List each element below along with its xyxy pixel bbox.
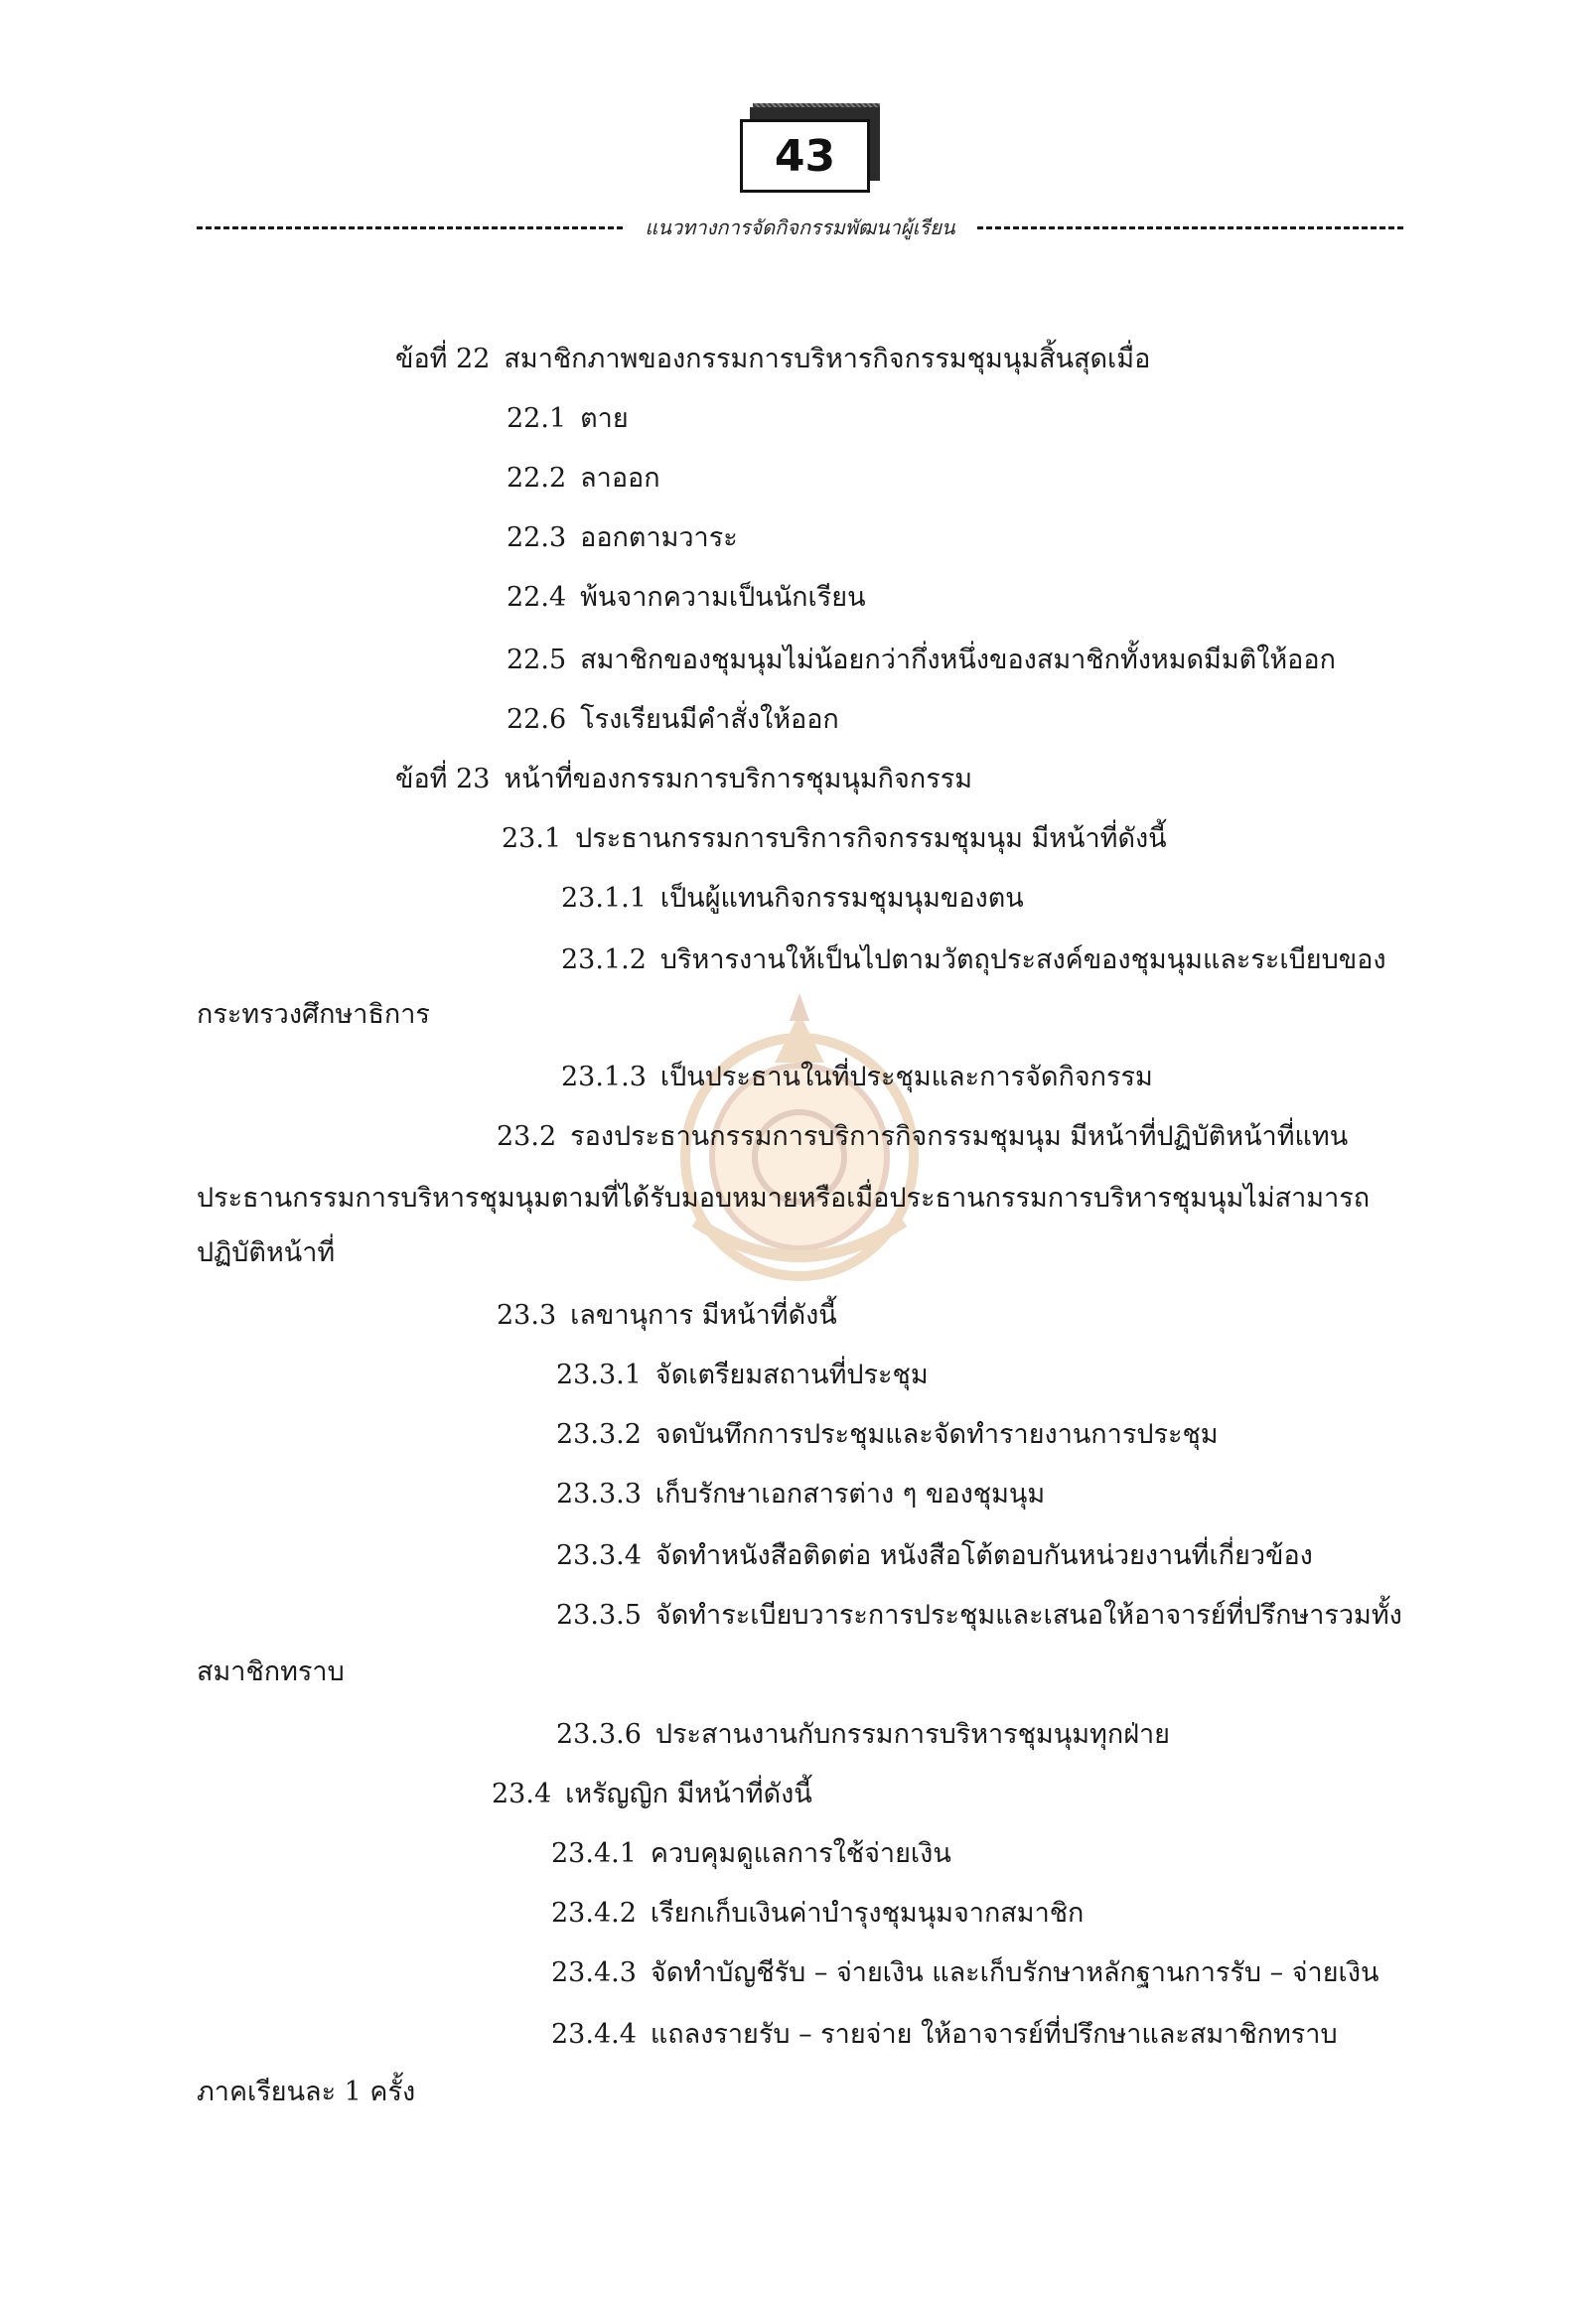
running-header <box>197 213 1403 242</box>
text-line <box>507 402 629 436</box>
text-line <box>507 581 866 615</box>
clause-text: จัดทำระเบียบวาระการประชุมและเสนอให้อาจารย์ที่ปรึกษารวมทั้ง <box>654 1600 1402 1631</box>
text-line <box>197 998 430 1032</box>
clause-text: ออกตามวาระ <box>580 522 738 553</box>
clause-text: ประสานงานกับกรรมการบริหารชุมนุมทุกฝ่าย <box>654 1719 1171 1750</box>
clause-number: 23.3.3 <box>556 1479 642 1510</box>
clause-text: เก็บรักษาเอกสารต่าง ๆ ของชุมนุม <box>654 1479 1046 1510</box>
clause-text: เป็นประธานในที่ประชุมและการจัดกิจกรรม <box>659 1062 1153 1092</box>
clause-number: 23.4.3 <box>551 1957 637 1988</box>
clause-text: ประธานกรรมการบริหารชุมนุมตามที่ได้รับมอบหมายหรือเมื่อประธานกรรมการบริหารชุมนุมไม่สามารถ <box>197 1183 1371 1214</box>
clause-number: 22.3 <box>507 522 567 553</box>
page-number: 43 <box>740 119 870 193</box>
clause-number: 23.4.1 <box>551 1838 637 1869</box>
clause-text: สมาชิกทราบ <box>197 1656 345 1687</box>
clause-number: 23.4.2 <box>551 1898 637 1929</box>
text-line <box>197 1655 345 1689</box>
clause-number: 22.4 <box>507 582 567 613</box>
clause-text: หน้าที่ของกรรมการบริการชุมนุมกิจกรรม <box>504 764 972 794</box>
clause-number: 23.4 <box>492 1779 552 1809</box>
clause-number: 23.3.5 <box>556 1600 642 1631</box>
text-line <box>556 1718 1170 1752</box>
clause-number: ข้อที่ 23 <box>395 764 491 794</box>
text-line <box>492 1778 812 1811</box>
text-line <box>561 943 1386 977</box>
text-line <box>395 763 972 796</box>
text-line <box>197 1236 335 1270</box>
clause-number: 22.2 <box>507 463 567 494</box>
clause-text: รองประธานกรรมการบริการกิจกรรมชุมนุม มีหน้าที่ปฏิบัติหน้าที่แทน <box>570 1121 1349 1152</box>
clause-number: 22.1 <box>507 403 567 434</box>
text-line <box>556 1599 1402 1633</box>
running-header-title: แนวทางการจัดกิจกรรมพัฒนาผู้เรียน <box>645 216 955 239</box>
text-line <box>556 1539 1313 1573</box>
clause-text: ควบคุมดูแลการใช้จ่ายเงิน <box>650 1838 951 1869</box>
text-line <box>561 1061 1153 1094</box>
clause-text: จัดทำหนังสือติดต่อ หนังสือโต้ตอบกันหน่วยงานที่เกี่ยวข้อง <box>654 1540 1313 1571</box>
text-line <box>507 644 1336 677</box>
text-line <box>556 1418 1219 1452</box>
clause-text: บริหารงานให้เป็นไปตามวัตถุประสงค์ของชุมนุมและระเบียบของ <box>659 944 1386 975</box>
clause-text: ลาออก <box>580 463 660 494</box>
clause-number: 23.3.4 <box>556 1540 642 1571</box>
clause-text: ภาคเรียนละ 1 ครั้ง <box>197 2077 416 2107</box>
text-line <box>551 1837 951 1871</box>
clause-text: กระทรวงศึกษาธิการ <box>197 999 430 1030</box>
text-line <box>556 1478 1045 1511</box>
clause-text: ประธานกรรมการบริการกิจกรรมชุมนุม มีหน้าที่ดังนี้ <box>575 823 1167 854</box>
text-line <box>507 521 738 555</box>
clause-text: เรียกเก็บเงินค่าบำรุงชุมนุมจากสมาชิก <box>650 1898 1085 1929</box>
clause-number: ข้อที่ 22 <box>395 344 491 374</box>
clause-number: 23.1.1 <box>561 883 647 914</box>
clause-text: เหรัญญิก มีหน้าที่ดังนี้ <box>565 1779 812 1809</box>
clause-number: 23.1.2 <box>561 944 647 975</box>
clause-text: ตาย <box>580 403 629 434</box>
clause-number: 23.3.2 <box>556 1419 642 1450</box>
text-line <box>561 882 1024 916</box>
clause-number: 23.1.3 <box>561 1062 647 1092</box>
clause-text: เลขานุการ มีหน้าที่ดังนี้ <box>570 1300 837 1331</box>
clause-text: โรงเรียนมีคำสั่งให้ออก <box>580 704 839 735</box>
clause-text: แถลงรายรับ – รายจ่าย ให้อาจารย์ที่ปรึกษาและสมาชิกทราบ <box>650 2019 1338 2050</box>
text-line <box>197 1182 1370 1216</box>
header-rule-left <box>197 226 623 229</box>
text-line <box>502 822 1167 856</box>
clause-number: 23.2 <box>497 1121 557 1152</box>
text-line <box>197 2076 415 2109</box>
clause-text: เป็นผู้แทนกิจกรรมชุมนุมของตน <box>659 883 1024 914</box>
clause-number: 22.5 <box>507 645 567 675</box>
clause-number: 23.3.1 <box>556 1360 642 1390</box>
clause-text: ปฏิบัติหน้าที่ <box>197 1237 336 1268</box>
text-line <box>497 1120 1348 1154</box>
header-rule-right <box>977 226 1403 229</box>
clause-text: จดบันทึกการประชุมและจัดทำรายงานการประชุม <box>654 1419 1219 1450</box>
clause-text: จัดทำบัญชีรับ – จ่ายเงิน และเก็บรักษาหลักฐานการรับ – จ่ายเงิน <box>650 1957 1379 1988</box>
clause-text: พ้นจากความเป็นนักเรียน <box>580 582 866 613</box>
text-line <box>551 1956 1378 1990</box>
clause-number: 23.4.4 <box>551 2019 637 2050</box>
clause-text: สมาชิกของชุมนุมไม่น้อยกว่ากึ่งหนึ่งของสมาชิกทั้งหมดมีมติให้ออก <box>580 645 1336 675</box>
text-line <box>395 343 1150 376</box>
text-line <box>507 462 660 496</box>
text-line <box>551 1897 1084 1931</box>
text-line <box>497 1299 837 1333</box>
text-line <box>551 2018 1338 2052</box>
clause-number: 23.3.6 <box>556 1719 642 1750</box>
text-line <box>507 703 839 737</box>
clause-number: 23.3 <box>497 1300 557 1331</box>
text-line <box>556 1359 929 1392</box>
clause-number: 22.6 <box>507 704 567 735</box>
clause-number: 23.1 <box>502 823 562 854</box>
clause-text: สมาชิกภาพของกรรมการบริหารกิจกรรมชุมนุมสิ้นสุดเมื่อ <box>504 344 1151 374</box>
clause-text: จัดเตรียมสถานที่ประชุม <box>654 1360 929 1390</box>
